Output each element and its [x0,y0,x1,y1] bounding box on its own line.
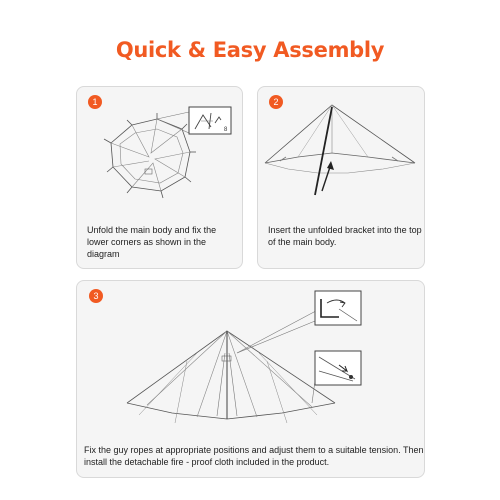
unfolded-tent-diagram [77,87,243,222]
step-1-caption: Unfold the main body and fix the lower corners as shown in the diagram [87,225,217,259]
step-2-caption: Insert the unfolded bracket into the top of the main body. [268,225,422,247]
step-number-badge: 3 [89,289,103,303]
step-1-card [76,86,243,269]
step-3-caption: Fix the guy ropes at appropriate positions and adjust them to a suitable tension. Then install the detachable fire - proof cloth included in the product. [84,445,424,467]
tent-pole-insert-diagram [258,87,425,222]
step-2-card [257,86,425,269]
step-number-badge: 1 [88,95,102,109]
step-3-card [76,280,425,478]
page-title: Quick & Easy Assembly [115,38,385,62]
inset-number-label: 8 [224,127,228,133]
step-number-badge: 2 [269,95,283,109]
pitched-tent-diagram [77,281,425,441]
